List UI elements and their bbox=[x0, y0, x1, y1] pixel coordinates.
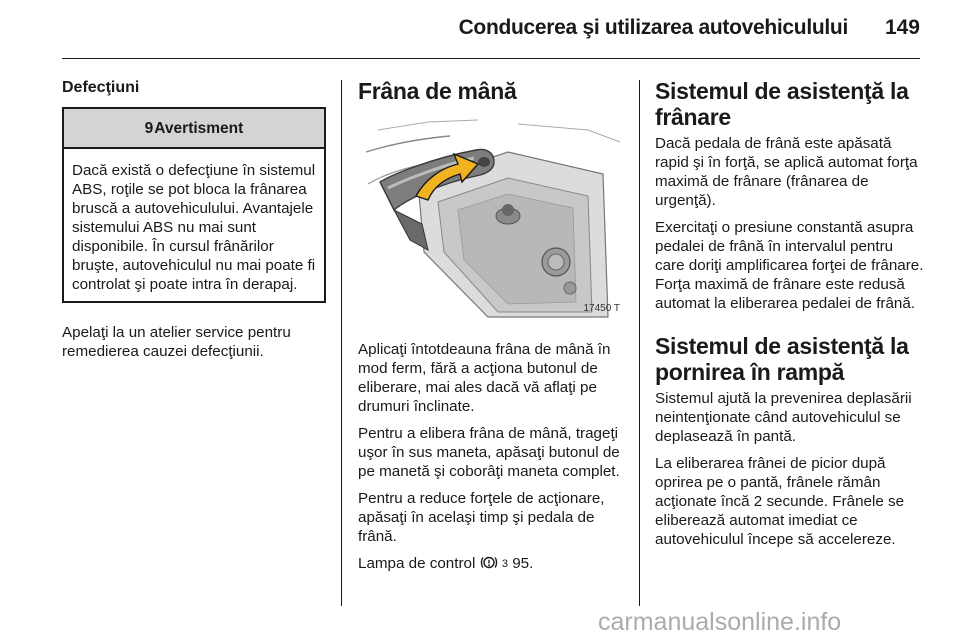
column-divider-2 bbox=[639, 80, 640, 606]
subheading-defects: Defecţiuni bbox=[62, 79, 140, 96]
parking-brake-paragraph-3: Pentru a reduce forţele de acţionare, apăsaţi în acelaşi timp şi pedala de frână. bbox=[358, 490, 605, 545]
warning-icon: 9 bbox=[144, 119, 154, 137]
parking-brake-paragraph-2: Pentru a elibera frâna de mână, trageţi uşor în sus maneta, apăsaţi butonul de pe manetă şi coborâţi maneta complet. bbox=[358, 425, 620, 480]
brake-warning-icon bbox=[480, 555, 498, 570]
parking-brake-illustration bbox=[358, 112, 624, 322]
brake-assist-paragraph-1: Dacă pedala de frână este apăsată rapid şi în forţă, se aplică automat forţa maximă de frânare (frânarea de urgenţă). bbox=[655, 135, 918, 209]
parking-brake-paragraph-1: Aplicaţi întotdeauna frâna de mână în mod ferm, fără a acţiona butonul de eliberare, mai ales dacă vă aflaţi pe drumuri înclinate. bbox=[358, 341, 611, 415]
column-right bbox=[655, 78, 925, 557]
page-reference: 95. bbox=[512, 555, 534, 572]
control-lamp-line bbox=[358, 554, 624, 575]
column-middle bbox=[358, 78, 624, 583]
heading-parking-brake: Frâna de mână bbox=[358, 78, 517, 104]
heading-hill-start-assist: Sistemul de asistenţă la pornirea în rampă bbox=[655, 333, 909, 385]
hill-start-paragraph-1: Sistemul ajută la prevenirea deplasării neintenţionate când autovehiculul se deplasează în pantă. bbox=[655, 390, 912, 445]
column-left bbox=[62, 78, 326, 369]
page-number: 149 bbox=[884, 16, 920, 39]
header-rule bbox=[62, 58, 920, 59]
column-divider-1 bbox=[341, 80, 342, 606]
heading-brake-assist: Sistemul de asistenţă la frânare bbox=[655, 78, 909, 130]
defects-paragraph: Apelaţi la un atelier service pentru remedierea cauzei defecţiunii. bbox=[62, 324, 291, 360]
warning-box bbox=[62, 107, 326, 303]
warning-body: Dacă există o defecţiune în sistemul ABS, roţile se pot bloca la frânarea bruscă a autovehiculului. Avantajele sistemului ABS nu mai sunt disponibile. În cursul frânărilor bruşte, autovehiculul nu mai poate fi controlat şi poate intra în derapaj. bbox=[72, 162, 316, 293]
figure-code: 17450 T bbox=[583, 303, 620, 314]
page-header-title: Conducerea şi utilizarea autovehiculului bbox=[458, 16, 848, 39]
control-lamp-text: Lampa de control bbox=[358, 555, 476, 572]
brake-assist-paragraph-2: Exercitaţi o presiune constantă asupra pedalei de frână în intervalul pentru care doriţi amplificarea forţei de frânare. Forţa maximă de frânare este redusă automat la eliberarea pedalei de frână. bbox=[655, 219, 924, 312]
page-reference-arrow-icon: 3 bbox=[501, 558, 508, 570]
warning-header bbox=[64, 109, 324, 149]
footer-watermark: carmanualsonline.info bbox=[598, 608, 842, 636]
warning-label: Avertisment bbox=[154, 119, 244, 137]
hill-start-paragraph-2: La eliberarea frânei de picior după oprirea pe o pantă, frânele rămân acţionate încă 2 secunde. Frânele se eliberează automat imediat ce autovehiculul începe să accelereze. bbox=[655, 455, 905, 548]
